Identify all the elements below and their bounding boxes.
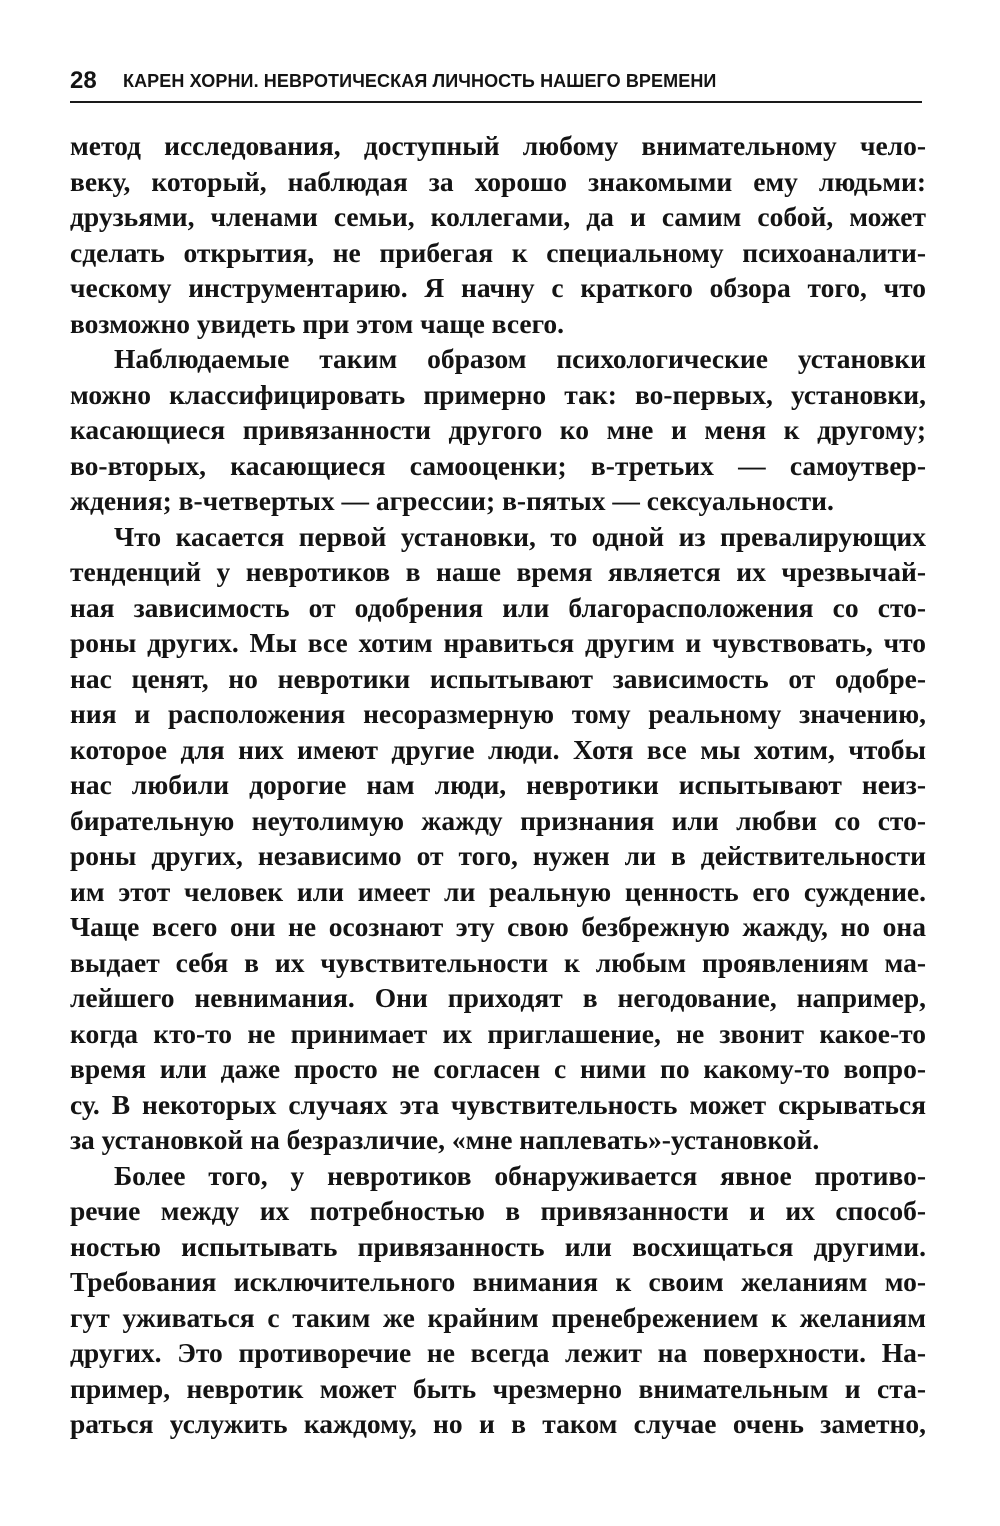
text-line: ческому инструментарию. Я начну с краткого обзора того, что (70, 272, 926, 303)
paragraph (70, 341, 926, 519)
text-line: Более того, у невротиков обнаруживается явное противо- (114, 1159, 926, 1191)
text-line: метод исследования, доступный любому внимательному чело- (70, 130, 926, 161)
text-line: гут уживаться с таким же крайним пренебрежением к желаниям (70, 1301, 926, 1333)
paragraph (70, 128, 926, 341)
text-line: можно классифицировать примерно так: во-первых, установки, (70, 378, 926, 410)
text-line: Требования исключительного внимания к своим желаниям мо- (70, 1266, 926, 1297)
text-line: речие между их потребностью в привязанности и их способ- (70, 1195, 926, 1226)
text-line: сделать открытия, не прибегая к специальному психоаналити- (70, 236, 926, 268)
text-line: лейшего невнимания. Они приходят в негодование, например, (70, 982, 926, 1013)
text-line: за установкой на безразличие, «мне наплевать»-установкой. (70, 1124, 820, 1155)
text-line: веку, который, наблюдая за хорошо знакомыми ему людьми: (70, 165, 926, 197)
text-line: пример, невротик может быть чрезмерно внимательным и ста- (70, 1372, 926, 1404)
text-line: су. В некоторых случаях эта чувствительность может скрываться (70, 1088, 926, 1120)
text-line: Что касается первой установки, то одной из превалирующих (114, 520, 926, 552)
text-line: касающиеся привязанности другого ко мне и меня к другому; (70, 414, 926, 445)
text-line: тенденций у невротиков в наше время является их чрезвычай- (70, 556, 926, 587)
text-line: раться услужить каждому, но и в таком случае очень заметно, (70, 1408, 926, 1439)
book-title: КАРЕН ХОРНИ. НЕВРОТИЧЕСКАЯ ЛИЧНОСТЬ НАШЕГО ВРЕМЕНИ (123, 71, 717, 91)
text-line: друзьями, членами семьи, коллегами, да и самим собой, может (70, 201, 926, 232)
text-line: нас любили дорогие нам люди, невротики испытывают неиз- (70, 769, 926, 800)
text-line: ждения; в-четвертых — агрессии; в-пятых — сексуальности. (70, 485, 834, 516)
text-line: роны других, независимо от того, нужен ли в действительности (70, 840, 926, 871)
text-line: ностью испытывать привязанность или восхищаться другими. (70, 1230, 926, 1262)
text-line: бирательную неутолимую жажду признания или любви со сто- (70, 804, 926, 836)
text-line: во-вторых, касающиеся самооценки; в-третьих — самоутвер- (70, 449, 926, 481)
text-line: время или даже просто не согласен с ними по какому-то вопро- (70, 1053, 926, 1084)
text-line: им этот человек или имеет ли реальную ценность его суждение. (70, 875, 926, 907)
text-line: выдает себя в их чувствительности к любым проявлениям ма- (70, 946, 926, 978)
paragraph (70, 1158, 926, 1442)
text-line: нас ценят, но невротики испытывают зависимость от одобре- (70, 662, 926, 694)
text-line: Наблюдаемые таким образом психологические установки (114, 343, 926, 374)
text-line: других. Это противоречие не всегда лежит на поверхности. На- (70, 1337, 926, 1368)
page-number: 28 (70, 67, 97, 94)
body-text (70, 128, 926, 1442)
text-line: возможно увидеть при этом чаще всего. (70, 307, 565, 339)
text-line: когда кто-то не принимает их приглашение, не звонит какое-то (70, 1017, 926, 1049)
text-line: ная зависимость от одобрения или благорасположения со сто- (70, 591, 926, 623)
text-line: которое для них имеют другие люди. Хотя все мы хотим, чтобы (70, 733, 926, 765)
text-line: Чаще всего они не осознают эту свою безбрежную жажду, но она (70, 911, 926, 942)
text-line: роны других. Мы все хотим нравиться другим и чувствовать, что (70, 627, 926, 658)
paragraph (70, 519, 926, 1158)
running-head (70, 65, 920, 101)
text-line: ния и расположения несоразмерную тому реальному значению, (70, 698, 926, 729)
header-divider (70, 101, 922, 103)
